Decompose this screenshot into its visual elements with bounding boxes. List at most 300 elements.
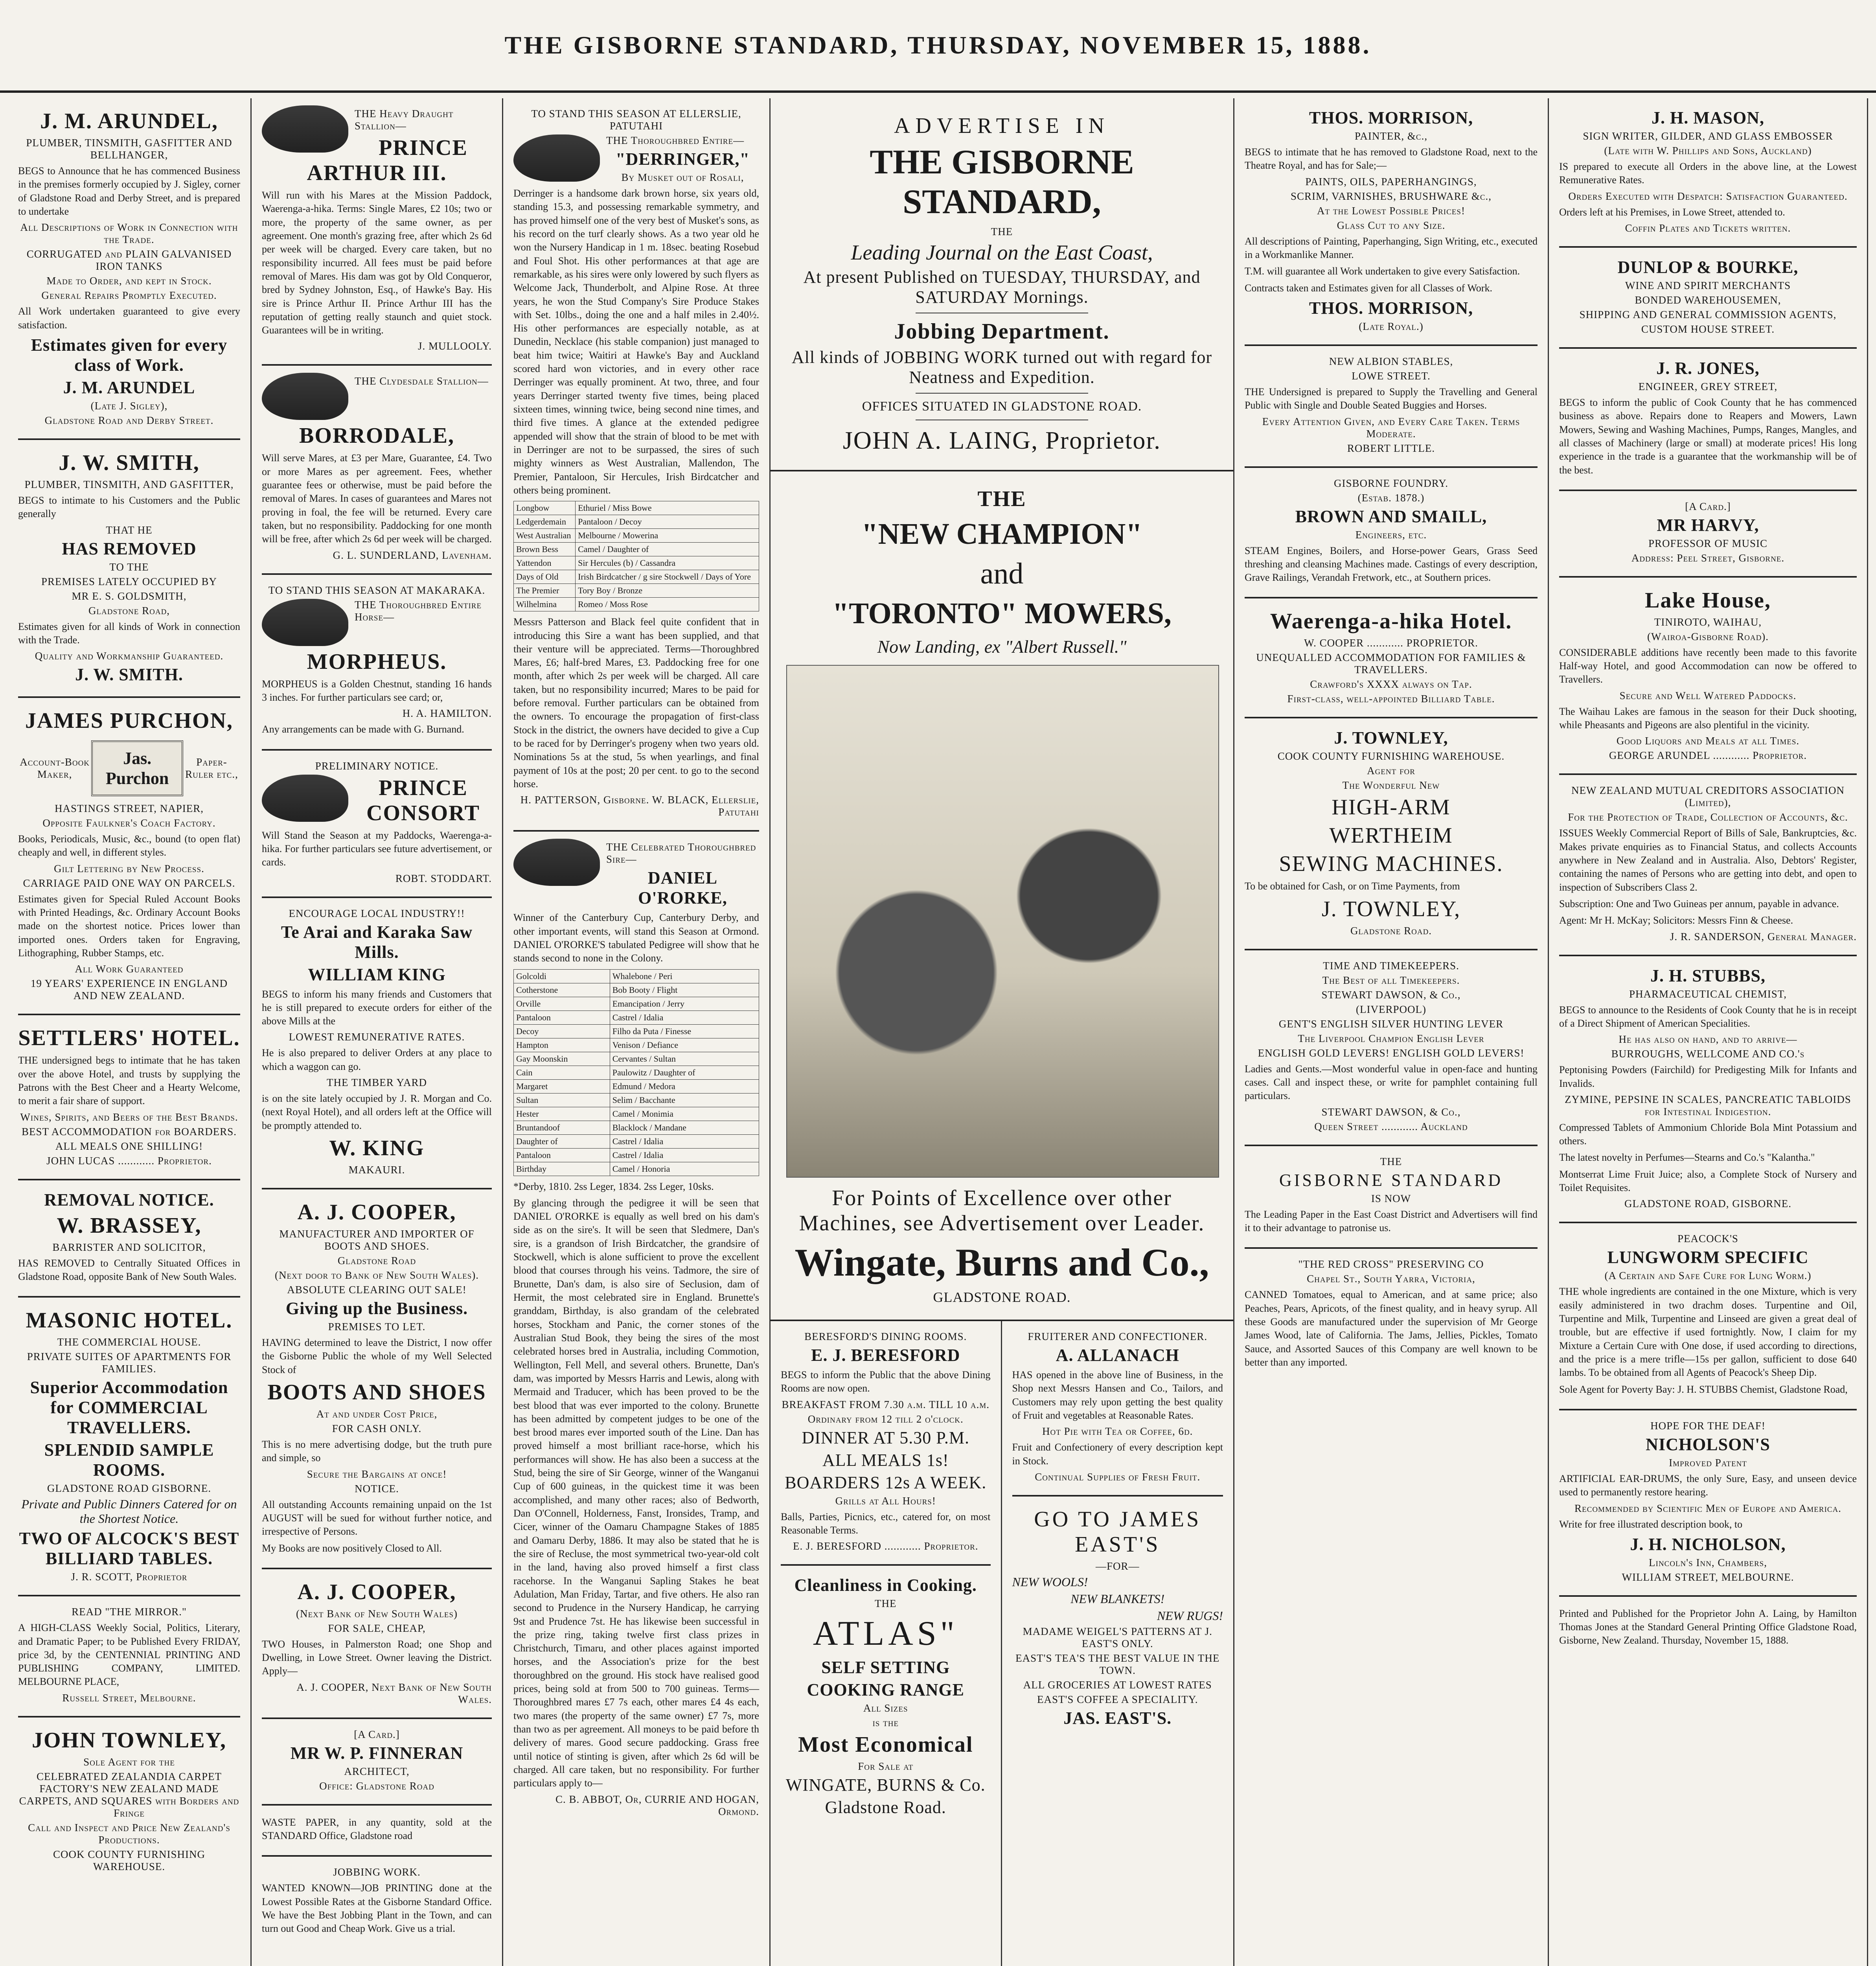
ad-signature-note: (Late Royal.) [1359,320,1424,332]
ad-line: All Work undertaken guaranteed to give every satisfaction. [18,306,240,331]
ad-line: THE [1380,1155,1402,1167]
ad-subtitle: BARRISTER AND SOLICITOR, [52,1241,206,1253]
imprint-text: Printed and Published for the Proprietor John A. Laing, by Hamilton Thomas Jones at the Standard General Printing Office Gladstone Road, Gisborne, New Zealand. Thursday, November 15, 1888. [1559,1607,1857,1646]
ad-address: (Next door to Bank of New South Wales). [274,1269,479,1281]
pedigree-cell: Cotherstone [514,983,610,997]
ad-line: Now Landing, ex "Albert Russell." [877,637,1127,657]
ad-line: All Descriptions of Work in Connection with the Trade. [20,221,238,246]
ad-line: BURROUGHS, WELLCOME AND CO.'s [1611,1048,1805,1060]
pedigree-cell: Tory Boy / Bronze [576,584,759,598]
ad-signature: J. H. NICHOLSON, [1630,1534,1786,1554]
ad-subtitle: LOWE STREET. [1352,370,1431,382]
ad-line: IS NOW [1371,1192,1411,1204]
ad-title: Lake House, [1645,588,1771,613]
ad-line: SHIPPING AND GENERAL COMMISSION AGENTS, [1579,308,1837,320]
ad-line: Wines, Spirits, and Beers of the Best Brands. [20,1111,238,1123]
ad-intro: TO STAND THIS SEASON AT MAKARAKA. [268,584,486,596]
ad-left-note: Account-Book Maker, [20,756,90,781]
pedigree-cell: Decoy [514,1024,610,1038]
ad-harvy [1559,491,1857,578]
ad-body: Compressed Tablets of Ammonium Chloride Bola Mint Potassium and others. [1559,1121,1857,1147]
pedigree-cell: Brown Bess [514,543,576,556]
ad-body: Books, Periodicals, Music, &c., bound (to open flat) cheaply and well, in different styles. [18,833,240,858]
ad-line: HAS REMOVED [62,539,197,558]
pedigree-row [514,1121,759,1134]
ad-intro: PRELIMINARY NOTICE. [315,760,439,772]
ad-line: and [980,557,1024,590]
pedigree-cell: Sir Hercules (b) / Cassandra [576,556,759,570]
ad-title: JOHN TOWNLEY, [32,1728,226,1752]
ad-title: MR W. P. FINNERAN [290,1743,463,1763]
ad-line: Gladstone Road, [88,604,170,617]
ad-body: Will run with his Mares at the Mission Paddock, Waerenga-a-hika. Terms: Single Mares, £2 10s; two or more, the property of the same owner, as per agreement. One month's grazing free, after which 2s 6d per week will be charged. Every care taken, but no responsibility incurred. All fees must be paid before removal of Mares. His dam was got by Old Conqueror, bred by Sydney Johnston, Esq., of Hawke's Bay. His sire is Prince Arthur II. Prince Arthur III has the reputation of getting really staunch and quiet stock. Guarantees will be in writing. [262,190,492,336]
ad-address: Queen Street ............ Auckland [1314,1120,1468,1132]
ad-heading: BERESFORD'S DINING ROOMS. [804,1331,967,1342]
ad-creditors [1559,775,1857,956]
ad-body: Messrs Patterson and Black feel quite confident that in introducing this Sire a want has been supplied, and that their venture will be appreciated. Terms—Thoroughbred Mares, £6; half-bred Mares, £3. Paddocking free for one month, after which 2s per week will be charged. All care taken, but no responsibility incurred; Mares to be paid for before removal. Further particulars can be obtained from the owners. To encourage the propagation of first-class Stock in the district, the owners have decided to give a Cup to be raced for by Derringer's progeny when two years old. Nominations 5s at the stud, 5s when yearlings, and final payment of 10s at the post; 20 per cent. to go to the second horse. [513,616,759,790]
ad-subtitle: SIGN WRITER, GILDER, AND GLASS EMBOSSER [1583,130,1833,142]
ad-line: SPLENDID SAMPLE ROOMS. [44,1440,214,1480]
ad-signature: ROBERT LITTLE. [1347,442,1435,454]
pedigree-row [514,1093,759,1107]
ad-body: Will Stand the Season at my Paddocks, Waerenga-a-hika. For further particulars see future advertisement, or cards. [262,829,492,868]
ad-body: By glancing through the pedigree it will be seen that DANIEL O'RORKE is equally as well bred on his dam's side as on the sire's. It will be seen that Sledmere, Dan's sire, is a grandson of Irish Birdcatcher, the grandsire of Stockwell, which is alone sufficient to prove the excellent blood that courses through his veins. Tadmore, the sire of Brunette, Dan's dam, is also sire of Seclusion, dam of Hermit, the most celebrated sire in England. Brunette's granddam, Birthday, is also grandam of the celebrated horses, Stockham and Panic, the corner stones of the Australian Stud Book, they being the sires of the most celebrated horses bred in Australia, including Commotion, Wellington, Fell Mell, and several others. Brunette, Dan's dam, was imported by Messrs Harris and Lewis, along with Mermaid and Traducer, which has been proved to be the best blood that was ever imported to the colony. Brunette has been admitted by competent judges to be one of the best brood mares ever imported south of the Line. Dan has proved himself a most brilliant race-horse, which his performances will show. He has also been a success at the Stud, being the sire of Sir George, winner of the Wanganui Cup of 600 guineas, in the quickest time it was been accomplished, and many other races; also of Bedworth, Dan O'Connell, Holderness, Fanst, Ironsides, Tramp, and Cicer, winner of the Oamaru Champagne Stakes of 1885 and Oamaru Derby, 1886. It may also be stated that he is the sire of Recluse, the most symmetrical two-year-old colt in the land, having also proved himself a first class racehorse. In the Wanganui Sapling Stakes he beat Adulation, Man Friday, Tartar, and five others. He also ran second to Prudence in the Nursery Handicap, he carrying 9st and Prudence 7st. He has likewise been successful in the prize ring, taking twelve first class prizes in Christchurch, Timaru, and other places against imported horses, and the Association's prize for the best thoroughbred on the ground. His stock have realised good prices, being sold at from 500 to 700 guineas. Terms—Thoroughbred mares £7 7s each, other mares £4 4s each, two mares (the property of the same owner) £7 7s, more than two as per agreement. All moneys to be paid before th delivery of mares. Good secure paddocking. Grass free until notice of stinting is given, after which 2s 6d will be charged. All care taken, but no responsibility. For further particulars apply to— [513,1197,759,1789]
ad-line: THE TIMBER YARD [326,1077,427,1089]
pedigree-cell: Emancipation / Jerry [610,997,759,1011]
ad-king [262,898,492,1190]
ad-body: T.M. will guarantee all Work undertaken to give every Satisfaction. [1245,265,1520,277]
ad-line: He has also on hand, and to arrive— [1619,1033,1797,1046]
ad-morrison [1245,98,1538,346]
pedigree-cell: Irish Birdcatcher / g sire Stockwell / Days of Yore [576,570,759,584]
ad-mason [1559,98,1857,248]
ad-line: Crawford's XXXX always on Tap. [1310,678,1472,690]
ad-signature: W. COOPER ............ PROPRIETOR. [1304,637,1478,649]
ad-beresford [781,1321,991,1566]
ad-body: HAS opened in the above line of Business, in the Shop next Messrs Hansen and Co., Tailors, and Customers may rely upon getting the best quality of Fruit and vegetables at Reasonable Rates. [1012,1369,1223,1421]
pedigree-cell: Sultan [514,1093,610,1107]
ad-address: HASTINGS STREET, NAPIER, [54,803,204,815]
ad-title: J. TOWNLEY, [1334,728,1448,748]
ad-address: Lincoln's Inn, Chambers, [1649,1556,1767,1568]
ad-signature: STEWART DAWSON, & Co., [1321,1106,1461,1118]
ad-signature: ROBT. STODDART. [395,872,492,884]
pedigree-cell: Camel / Daughter of [576,543,759,556]
pedigree-cell: Romeo / Moss Rose [576,598,759,611]
ad-body: BEGS to inform his many friends and Customers that he is still prepared to execute orders for either of the above Mills at the [262,988,492,1027]
ad-title: STEWART DAWSON, & Co., [1321,989,1461,1001]
ad-line: THE [991,226,1013,237]
ad-line: OFFICES SITUATED IN GLADSTONE ROAD. [862,399,1142,414]
ad-body: To be obtained for Cash, or on Time Payments, from [1245,880,1460,892]
ad-signature: Wingate, Burns and Co., [795,1241,1209,1284]
ad-heading: GISBORNE FOUNDRY. [1333,477,1449,489]
ad-address: GLADSTONE ROAD, GISBORNE. [1624,1198,1792,1210]
ad-subtitle: PLUMBER, TINSMITH, GASFITTER AND BELLHANGER, [26,137,232,161]
ad-title: THOS. MORRISON, [1309,108,1473,127]
pedigree-cell: Days of Old [514,570,576,584]
card-label: [A Card.] [354,1728,400,1740]
ad-body: Will serve Mares, at £3 per Mare, Guarantee, £4. Two or more Mares as per agreement. Fees, whether guarantee fees or otherwise, must be paid before the removal of Mares. In cases of guarantees and Mares not proving in foal, the fee will be returned. Every care taken, but no responsibility. Paddocking for one month will be free, after which 2s 6d per week will be charged. [262,452,492,545]
ad-albion [1245,346,1538,468]
ad-line: All Sizes [863,1702,908,1714]
horse-illustration [262,373,348,420]
ad-line: All Work Guaranteed [75,963,184,975]
ad-body: Fruit and Confectionery of every description kept in Stock. [1012,1441,1223,1467]
ad-body: This is no mere advertising dodge, but the truth pure and simple, so [262,1438,492,1464]
card-label: [A Card.] [1685,500,1731,512]
ad-title: A. J. COOPER, [297,1200,456,1224]
column-4b [1002,1321,1234,1966]
ad-title: MORPHEUS. [307,649,447,674]
ad-line: Superior Accommodation for COMMERCIAL TRAVELLERS. [30,1378,228,1438]
ad-signature: J. M. ARUNDEL [63,377,195,397]
ad-title: DANIEL O'RORKE, [638,868,727,908]
pedigree-cell: Ethuriel / Miss Bowe [576,501,759,515]
ad-title: ATLAS" [813,1614,958,1653]
ad-signature: J. R. SCOTT, Proprietor [71,1571,188,1583]
ad-signature: JOHN A. LAING, Proprietor. [842,426,1161,454]
pedigree-row [514,1038,759,1052]
pedigree-cell: Blacklock / Mandane [610,1121,759,1134]
ad-lake-house [1559,578,1857,775]
ad-intro: THE Celebrated Thoroughbred Sire— [606,841,756,865]
ad-signature: J. R. SANDERSON, General Manager. [1670,930,1857,943]
ad-subtitle: PAINTER, &c., [1354,130,1428,142]
ad-line: Opposite Faulkner's Coach Factory. [42,817,216,829]
ad-body: THE Undersigned is prepared to Supply the Travelling and General Public with Single and Double Seated Buggies and Horses. [1245,386,1538,411]
column-2 [252,98,503,1966]
ad-line: Private and Public Dinners Catered for on the Shortest Notice. [21,1497,237,1526]
column-4a [771,1321,1002,1966]
ad-line: Secure the Bargains at once! [307,1468,447,1480]
ad-subtitle: (LIVERPOOL) [1356,1003,1426,1015]
ad-line: CARRIAGE PAID ONE WAY ON PARCELS. [23,877,235,889]
ad-title: W. BRASSEY, [57,1213,202,1238]
ad-line: 19 YEARS' EXPERIENCE IN ENGLAND AND NEW ZEALAND. [30,977,228,1002]
ad-line: EAST'S COFFEE A SPECIALITY. [1037,1693,1198,1705]
pedigree-cell: Daughter of [514,1134,610,1148]
ad-body: IS prepared to execute all Orders in the above line, at the Lowest Remunerative Rates. [1559,161,1857,186]
ad-line: Quality and Workmanship Guaranteed. [35,650,224,662]
ad-address: GLADSTONE ROAD. [933,1289,1071,1305]
ad-mirror [18,1596,240,1717]
ad-title: DUNLOP & BOURKE, [1617,257,1799,277]
ad-jobbing-work [262,1857,492,1948]
ad-line: PREMISES TO LET. [328,1321,426,1333]
ad-title: GISBORNE STANDARD [1279,1170,1503,1190]
ad-nicholson [1559,1410,1857,1597]
ad-line: The Wonderful New [1342,779,1440,792]
pedigree-cell: Pantaloon [514,1011,610,1024]
ad-title: NICHOLSON'S [1646,1434,1770,1454]
ad-line: EAST'S TEA'S THE BEST VALUE IN THE TOWN. [1015,1652,1220,1676]
ad-address: Chapel St., South Yarra, Victoria, [1307,1273,1475,1285]
pedigree-cell: Melbourne / Mowerina [576,529,759,543]
ad-body: BEGS to announce to the Residents of Cook County that he is in receipt of a Direct Shipment of American Specialities. [1559,1004,1857,1029]
ad-subtitle: PLUMBER, TINSMITH, AND GASFITTER, [24,478,234,490]
ad-subtitle: COOK COUNTY FURNISHING WAREHOUSE. [1277,750,1505,762]
ad-title: "TORONTO" MOWERS, [832,597,1172,630]
ad-line: HIGH-ARM [1332,795,1451,820]
horse-illustration [262,105,348,153]
ad-body: WASTE PAPER, in any quantity, sold at the STANDARD Office, Gladstone road [262,1816,492,1842]
ad-title: SETTLERS' HOTEL. [18,1026,240,1051]
ad-subtitle: MANUFACTURER AND IMPORTER OF BOOTS AND SHOES. [279,1228,475,1252]
ad-title: BROWN AND SMAILL, [1295,506,1487,526]
pedigree-cell: Wilhelmina [514,598,576,611]
ad-title: A. J. COOPER, [297,1579,456,1604]
pedigree-cell: Selim / Bacchante [610,1093,759,1107]
ad-line: Giving up the Business. [285,1299,468,1318]
ad-signature: WINGATE, BURNS & Co. [785,1775,986,1795]
ad-title: READ "THE MIRROR." [72,1606,187,1618]
pedigree-row [514,529,759,543]
pedigree-cell: Castrel / Idalia [610,1011,759,1024]
horse-illustration [262,775,348,822]
pedigree-cell: Camel / Monimia [610,1107,759,1121]
ad-body: CANNED Tomatoes, equal to American, and at same price; also Peaches, Pears, Apricots, of the finest quality, and in heavy syrup. All these Goods are manufactured under the supervision of Mr George James Wood, late of California. The Jams, Jellies, Pickles, Tomato Sauce, and Assorted Sauces of this Company are well known to be better than any imported. [1245,1289,1538,1368]
pedigree-cell: Castrel / Idalia [610,1134,759,1148]
ad-signature: J. TOWNLEY, [1321,896,1461,921]
column-3 [503,98,771,1966]
pedigree-row [514,969,759,983]
ad-intro: THE Thoroughbred Entire Horse— [355,598,482,623]
ad-line: FOR SALE, CHEAP, [328,1622,426,1634]
ad-body: Winner of the Canterbury Cup, Canterbury Derby, and other important events, will stand this Season at Ormond. DANIEL O'RORKE'S tabulated Pedigree will show that he stands second to none in the Colony. [513,912,759,964]
ad-body: HAVING determined to leave the District, I now offer the Gisborne Public the whole of my Well Selected Stock of [262,1337,492,1375]
ad-line: NEW WOOLS! [1012,1574,1088,1589]
ad-line: CUSTOM HOUSE STREET. [1641,323,1775,335]
pedigree-cell: Golcoldi [514,969,610,983]
ad-body: A HIGH-CLASS Weekly Social, Politics, Literary, and Dramatic Paper; to be Published Every FRIDAY, price 3d, by the CENTENNIAL PRINTING AND PUBLISHING COMPANY, LIMITED. MELBOURNE PLACE, [18,1622,240,1688]
ad-east [1012,1497,1223,1740]
ad-subtitle: PHARMACEUTICAL CHEMIST, [1629,988,1787,1000]
ad-line: WERTHEIM [1329,823,1453,848]
ad-body: STEAM Engines, Boilers, and Horse-power Gears, Grass Seed threshing and cleansing Machines made. Castings of every description, Grave Railings, Verandah Fretwork, etc., at Southern prices. [1245,545,1538,584]
ad-line: THE [875,1598,897,1610]
ad-line: Recommended by Scientific Men of Europe and America. [1574,1502,1841,1514]
ad-heading: ENCOURAGE LOCAL INDUSTRY!! [289,907,465,919]
ad-body: All kinds of JOBBING WORK turned out with regard for Neatness and Expedition. [791,348,1212,387]
ad-signature: JOHN LUCAS ............ Proprietor. [46,1154,212,1167]
ad-address: Office: Gladstone Road [319,1780,434,1792]
ad-body: Estimates given for Special Ruled Account Books with Printed Headings, &c. Ordinary Account Books made on the shortest notice. Prices lower than imported ones. Orders taken for Engraving, Lithographing, Rubber Stamps, etc. [18,893,240,959]
column-6 [1549,98,1868,1966]
ad-peacock [1559,1223,1857,1410]
ad-body: CONSIDERABLE additions have recently been made to this favorite Half-way Hotel, and good Accommodation can now be offered to Travellers. [1559,646,1857,685]
pedigree-cell: Castrel / Idalia [610,1148,759,1162]
horse-illustration [513,134,600,182]
ad-brassey [18,1180,240,1298]
ad-body: For Points of Excellence over other Machines, see Advertisement over Leader. [799,1186,1205,1235]
ad-dunlop-bourke [1559,248,1857,349]
ad-body: ARTIFICIAL EAR-DRUMS, the only Sure, Easy, and unseen device used to permanently restore hearing. [1559,1473,1857,1498]
ad-line: NEW RUGS! [1157,1608,1223,1623]
ad-signature: H. PATTERSON, Gisborne. W. BLACK, Ellerslie, Patutahi [520,794,759,818]
ad-title: THE GISBORNE STANDARD, [870,143,1134,221]
ad-subtitle: By Musket out of Rosali, [621,171,744,183]
column-4 [771,98,1234,1966]
ad-signature: C. B. ABBOT, Or, CURRIE AND HOGAN, Ormond. [555,1793,759,1817]
pedigree-cell: Hampton [514,1038,610,1052]
ad-waste-paper [262,1806,492,1857]
pedigree-cell: Hester [514,1107,610,1121]
ad-line: Grills at All Hours! [835,1495,936,1507]
ad-smith [18,440,240,698]
ad-signature: G. L. SUNDERLAND, Lavenham. [333,549,492,561]
ad-body: Orders left at his Premises, in Lowe Street, attended to. [1559,206,1785,218]
ad-subtitle: (Next Bank of New South Wales) [296,1607,458,1620]
ad-morpheus [262,575,492,751]
ad-body: The latest novelty in Perfumes—Stearns and Co.'s "Kalantha." [1559,1152,1815,1163]
ad-address: (Wairoa-Gisborne Road). [1647,630,1769,642]
ad-body: All descriptions of Painting, Paperhanging, Sign Writing, etc., executed in a Workmanlike Manner. [1245,235,1538,260]
ad-address: Gladstone Road. [825,1798,946,1817]
ad-body: Derringer is a handsome dark brown horse, six years old, standing 15.3, and possessing remarkable symmetry, and has proved himself one of the very best of Musket's sons, as his record on the turf clearly shows. As a two year old he won the Nursery Handicap in 1 m. 18sec. beating Rosebud and Foul Shot. His other performances at that age are remarkable, as his sires were only lowered by such flyers as Welcome Jack, Thunderbolt, and Alpine Rose. At three years, he won the Stud Company's Sire Produce Stakes with Set. 10lbs., doing the one and a half miles in 2.40½. His other performances are especially notable, as at Dunedin, Necklace (his stable companion) just managed to beat him twice; Waitiri at Hawke's Bay and Auckland scored hard won victories, and in every other race Derringer was equally prominent. At two, three, and four years Derringer started twenty five times, being placed sixteen times, winning twice, being second nine times, and third five times. A glance at the extended pedigree appended will show that the strain of blood to be met with in Derringer are not to be surpassed, the sires of such mighty winners as West Australian, Mallendon, The Premier, Pantaloon, Sir Hercules, Irish Birdcatcher and others being prominent. [513,188,759,496]
ad-foundry [1245,468,1538,599]
ad-intro: THE Clydesdale Stallion— [355,375,489,387]
column-1 [8,98,252,1966]
ad-signature: JAS. EAST'S. [1063,1708,1172,1728]
divider [916,393,1088,394]
ad-body: He is also prepared to deliver Orders at any place to which a waggon can go. [262,1047,492,1072]
ad-heading: PEACOCK'S [1677,1233,1738,1245]
ad-body: Contracts taken and Estimates given for all Classes of Work. [1245,282,1492,294]
ad-line: General Repairs Promptly Executed. [41,289,217,302]
ad-line: (Late with W. Phillips and Sons, Auckland) [1604,145,1812,156]
purchon-logo: Jas. Purchon [91,740,183,796]
horse-illustration [262,599,348,646]
ad-title: LUNGWORM SPECIFIC [1607,1248,1809,1267]
ad-line: Hot Pie with Tea or Coffee, 6d. [1042,1425,1193,1438]
ad-title: PRINCE CONSORT [366,775,480,825]
ad-line: PREMISES LATELY OCCUPIED BY [41,575,217,587]
ad-title: JOBBING WORK. [333,1866,421,1878]
column-4-split [771,1321,1233,1966]
ad-body: BEGS to Announce that he has commenced Business in the premises formerly occupied by J. Sigley, corner of Gladstone Road and Derby Street, and is prepared to undertake [18,165,240,217]
pedigree-row [514,1052,759,1066]
pedigree-row [514,556,759,570]
ad-body: ISSUES Weekly Commercial Report of Bills of Sale, Bankruptcies, &c. Makes private enquiries as to Financial Status, and collects Accounts anywhere in New Zealand and in Australia. Also, Debtors' Register, containing the names of Persons who are getting into debt, and open to inspection of Subscribers Class 2. [1559,827,1857,893]
ad-title: WILLIAM KING [308,965,446,984]
pedigree-row [514,543,759,556]
ad-body: Ladies and Gents.—Most wonderful value in open-face and hunting cases. Call and inspect these, or write for pamphlet containing full particulars. [1245,1063,1538,1102]
ad-signature: GEORGE ARUNDEL ............ Proprietor. [1609,749,1807,762]
ad-line: COOKING RANGE [807,1680,964,1700]
pedigree-cell: Birthday [514,1162,610,1176]
pedigree-cell: Paulowitz / Daughter of [610,1066,759,1079]
ad-line: BOARDERS 12s A WEEK. [785,1473,987,1492]
pedigree-row [514,1079,759,1093]
ad-right-note: Paper-Ruler etc., [185,756,238,781]
ad-heading: TIME AND TIMEKEEPERS. [1323,959,1459,972]
pedigree-cell: Gay Moonskin [514,1052,610,1066]
ad-signature: Sole Agent for Poverty Bay: J. H. STUBBS Chemist, Gladstone Road, [1559,1383,1848,1395]
ad-title: J. M. ARUNDEL, [40,109,218,133]
ad-subtitle: Engineers, etc. [1355,528,1427,541]
ad-title: J. H. STUBBS, [1650,966,1766,985]
pedigree-row [514,501,759,515]
ad-line: Call and Inspect and Price New Zealand's Productions. [28,1821,230,1846]
pedigree-cell: Bruntandoof [514,1121,610,1134]
ad-atlas [781,1566,991,1829]
ad-body: BEGS to inform the public of Cook County that he has commenced business as above. Repairs done to Reapers and Mowers, Lawn Mowers, Sewing and Washing Machines, Pumps, Ranges, Mangles, and all classes of Machinery (large or small) at moderate prices! His long experience in the trade is a guarantee that the workmanship will be of the best. [1559,396,1857,476]
pedigree-cell: Camel / Honoria [610,1162,759,1176]
pedigree-cell: Orville [514,997,610,1011]
ad-line: The Best of all Timekeepers. [1322,974,1460,986]
ad-line: Good Liquors and Meals at all Times. [1616,735,1800,747]
ad-townley-sewing [1245,718,1538,950]
pedigree-row [514,1011,759,1024]
ad-line: The Liverpool Champion English Lever [1298,1032,1484,1044]
ad-line: Subscription: One and Two Guineas per annum, payable in advance. [1559,898,1839,909]
ad-title: J. W. SMITH, [59,450,200,475]
ad-line: CELEBRATED ZEALANDIA CARPET FACTORY'S NEW ZEALAND MADE CARPETS, AND SQUARES with Borders and Fringe [19,1770,239,1819]
ad-subtitle: Sole Agent for the [83,1756,175,1768]
ad-line: Agent for [1367,765,1415,777]
ad-subtitle: ENGINEER, GREY STREET, [1638,380,1778,392]
ad-subtitle: TINIROTO, WAIHAU, [1654,616,1762,628]
ad-body: is on the site lately occupied by J. R. Morgan and Co. (next Royal Hotel), and all orders left at the Office will be promptly attended to. [262,1093,492,1131]
ad-line: Leading Journal on the East Coast, [851,241,1153,264]
pedigree-row [514,1024,759,1038]
ad-title: BORRODALE, [299,423,454,448]
ad-line: MADAME WEIGEL'S PATTERNS AT J. EAST'S ONLY. [1023,1625,1212,1649]
ad-prince-consort [262,751,492,898]
ad-body: The Leading Paper in the East Coast District and Advertisers will find it to their advantage to patronise us. [1245,1208,1538,1233]
pedigree-row [514,598,759,611]
ad-line: BEST ACCOMMODATION for BOARDERS. [21,1125,237,1138]
ad-stewart-dawson [1245,950,1538,1146]
ad-signature: H. A. HAMILTON. [402,707,492,720]
ad-subtitle: PROFESSOR OF MUSIC [1648,537,1768,549]
ad-heading: NOTICE. [355,1482,399,1495]
ad-purchon [18,698,240,1015]
ad-body: BEGS to intimate to his Customers and the Public generally [18,494,240,520]
ad-line: SCRIM, VARNISHES, BRUSHWARE &c., [1290,190,1492,202]
pedigree-row [514,1134,759,1148]
ad-title: J. H. MASON, [1652,108,1764,127]
ad-red-cross [1245,1249,1538,1382]
ad-body: Montserrat Lime Fruit Juice; also, a Complete Stock of Nursery and Toilet Requisites. [1559,1168,1857,1194]
pedigree-row [514,570,759,584]
ad-line: (Estab. 1878.) [1357,492,1425,504]
ad-title: "THE RED CROSS" PRESERVING CO [1298,1258,1484,1270]
ad-address: Address: Peel Street, Gisborne. [1631,552,1785,564]
horse-illustration [513,839,600,886]
ad-derringer [513,98,759,832]
ad-address: WILLIAM STREET, MELBOURNE. [1622,1571,1794,1583]
pedigree-cell: Longbow [514,501,576,515]
pedigree-note: *Derby, 1810. 2ss Leger, 1834. 2ss Leger, 10sks. [513,1180,714,1192]
ad-title: NEW ZEALAND MUTUAL CREDITORS ASSOCIATION (Limited), [1571,784,1845,809]
ad-title: MASONIC HOTEL. [26,1308,233,1333]
ad-address: Gladstone Road. [1350,924,1432,937]
ad-line: FOR CASH ONLY. [332,1422,422,1434]
pedigree-cell: Edmund / Medora [610,1079,759,1093]
ad-line: COOK COUNTY FURNISHING WAREHOUSE. [53,1848,205,1872]
pedigree-cell: The Premier [514,584,576,598]
pedigree-cell: Ledgerdemain [514,515,576,529]
pedigree-cell: Whalebone / Peri [610,969,759,983]
ad-line: Gilt Lettering by New Process. [54,862,204,874]
imprint [1559,1597,1857,1660]
ad-subtitle: For the Protection of Trade, Collection of Accounts, &c. [1568,811,1848,823]
ad-title: A. ALLANACH [1056,1346,1179,1365]
ad-line: CORRUGATED and PLAIN GALVANISED IRON TANKS [26,248,232,272]
ad-title: PRINCE ARTHUR III. [307,136,468,185]
